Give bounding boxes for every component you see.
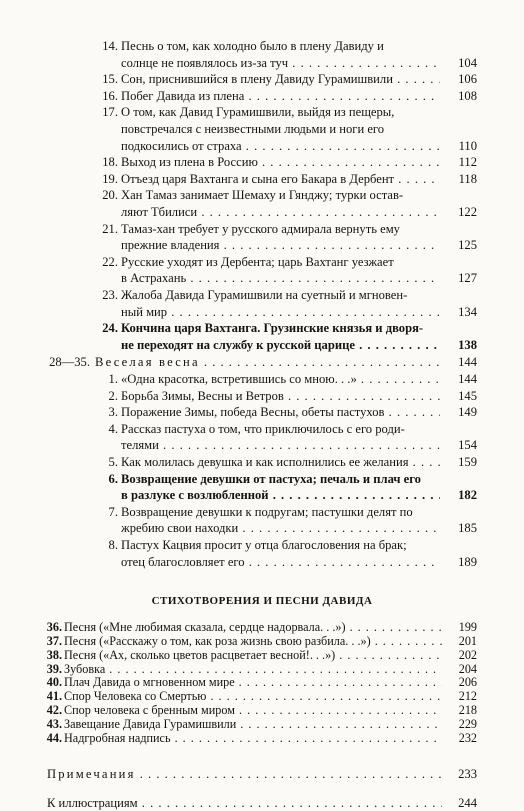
page-number: 154 (458, 438, 477, 453)
list-item (0, 520, 524, 536)
list-item (0, 138, 524, 154)
entry-title: отец благословляет его . . . (121, 554, 440, 570)
poem-row (0, 620, 524, 634)
entry-number: 20. (102, 188, 118, 203)
page-number: 134 (458, 304, 477, 319)
list-item (0, 320, 524, 336)
entry-number: 22. (102, 254, 118, 269)
entry-title: К иллюстрациям . . . (47, 795, 442, 811)
poems-heading: СТИХОТВОРЕНИЯ И ПЕСНИ ДАВИДА (151, 595, 373, 608)
entry-number: 4. (108, 421, 118, 436)
page-number: 125 (458, 238, 477, 253)
page-number: 182 (458, 488, 477, 503)
entry-number: 7. (108, 504, 118, 519)
entry-title: ный мир . . . (121, 304, 440, 320)
entry-number: 23. (102, 288, 118, 302)
page-number: 144 (458, 372, 477, 386)
entry-title: Хан Тамаз занимает Шемаху и Гянджу; турки остав- (121, 188, 404, 203)
list-item (0, 187, 524, 203)
entry-title: в Астрахань . . . (121, 270, 440, 286)
poem-row (0, 703, 524, 717)
page-number: 218 (458, 703, 477, 717)
entry-title: Русские уходят из Дербента; царь Вахтанг уезжает (121, 254, 394, 269)
list-item (0, 171, 524, 187)
entry-number: 21. (102, 221, 118, 236)
entry-number: 42. (46, 703, 62, 717)
list-item (0, 104, 524, 120)
entry-title: Рассказ пастуха о том, что приключилось с его роди- (121, 421, 405, 436)
list-item (0, 371, 524, 387)
page-number: 233 (458, 767, 477, 782)
entry-number: 40. (46, 675, 62, 690)
entry-number: 18. (102, 155, 118, 170)
list-item (0, 437, 524, 453)
page-number: 108 (458, 88, 477, 103)
page-number: 104 (458, 55, 477, 70)
list-item (0, 254, 524, 270)
list-item (0, 337, 524, 353)
page-number: 122 (458, 205, 477, 219)
entry-title: Надгробная надпись . . . (64, 731, 442, 745)
section-title: Веселая весна . . . (95, 354, 440, 370)
list-item (0, 454, 524, 470)
list-item (0, 270, 524, 286)
entry-title: Выход из плена в Россию . . . (121, 154, 440, 170)
section-heading-row (0, 354, 524, 370)
page-number: 138 (458, 337, 477, 352)
list-item (0, 121, 524, 137)
page-number: 145 (458, 388, 477, 403)
entry-title: Спор Человека со Смертью . . . (64, 689, 442, 703)
entry-number: 1. (108, 372, 118, 386)
entry-title: Плач Давида о мгновенном мире . . . (64, 675, 442, 689)
entry-title: Возвращение девушки к подругам; пастушки делят по (121, 504, 413, 519)
page-number: 202 (458, 647, 477, 662)
list-item (0, 388, 524, 404)
poem-row (0, 648, 524, 662)
entry-title: повстречался с неизвестными людьми и ноги его (121, 122, 385, 136)
entry-title: подкосились от страха . . . (121, 138, 440, 154)
entry-title: прежние владения . . . (121, 237, 440, 253)
page-number: 244 (458, 796, 477, 811)
entry-number: 24. (102, 321, 118, 336)
page-number: 149 (458, 405, 477, 420)
illustrations-row (0, 795, 524, 811)
entry-number: 8. (108, 538, 118, 552)
entry-title: Спор человека с бренным миром . . . (64, 703, 442, 717)
page-number: 206 (458, 675, 477, 690)
entry-number: 2. (108, 388, 118, 403)
poem-row (0, 717, 524, 731)
entry-number: 37. (46, 634, 62, 648)
page-number: 229 (458, 716, 477, 731)
poem-row (0, 662, 524, 676)
entry-number: 39. (46, 661, 62, 676)
poem-row (0, 675, 524, 689)
page-number: 112 (458, 155, 477, 170)
page-number: 204 (458, 661, 477, 676)
entry-title: Зубовка . . . (64, 662, 442, 676)
list-item (0, 237, 524, 253)
poem-row (0, 689, 524, 703)
poem-row (0, 731, 524, 745)
list-item (0, 404, 524, 420)
entry-number: 19. (102, 171, 118, 186)
entry-title: Пастух Кацвия просит у отца благословения на брак; (121, 538, 407, 552)
list-item (0, 554, 524, 570)
entry-title: Борьба Зимы, Весны и Ветров . . . (121, 388, 440, 404)
entry-number: 43. (46, 716, 62, 731)
list-item (0, 38, 524, 54)
list-item (0, 471, 524, 487)
page-number: 110 (458, 138, 477, 153)
list-item (0, 287, 524, 303)
list-item (0, 71, 524, 87)
poem-row (0, 634, 524, 648)
entry-title: Поражение Зимы, победа Весны, обеты пастухов . . . (121, 404, 440, 420)
section-number: 28—35. (49, 355, 90, 370)
entry-title: Жалоба Давида Гурамишвили на суетный и мгновен- (121, 288, 408, 302)
entry-number: 6. (108, 471, 118, 486)
list-item (0, 537, 524, 553)
page-number: 127 (458, 271, 477, 286)
entry-title: Тамаз-хан требует у русского адмирала вернуть ему (121, 221, 400, 236)
page-number: 144 (458, 355, 477, 370)
page-number: 106 (458, 72, 477, 87)
list-item (0, 221, 524, 237)
page-number: 159 (458, 455, 477, 469)
page-number: 232 (458, 730, 477, 745)
entry-title: Завещание Давида Гурамишвили . . . (64, 717, 442, 731)
entry-title: Примечания . . . (47, 766, 442, 782)
list-item (0, 88, 524, 104)
entry-number: 44. (46, 730, 62, 745)
entry-title: не переходят на службу к русской царице . . . (121, 337, 440, 353)
entry-title: «Одна красотка, встретившись со мною. . .» . . . (121, 371, 440, 387)
notes-row (0, 766, 524, 782)
entry-number: 17. (102, 105, 118, 120)
list-item (0, 504, 524, 520)
list-item (0, 487, 524, 503)
page-number: 185 (458, 521, 477, 536)
entry-title: ляют Тбилиси . . . (121, 204, 440, 220)
list-item (0, 55, 524, 71)
entry-title: Возвращение девушки от пастуха; печаль и плач его (121, 471, 421, 486)
entry-title: жребию свои находки . . . (121, 520, 440, 536)
entry-title: Кончина царя Вахтанга. Грузинские князья и дворя- (121, 321, 424, 336)
page-number: 189 (458, 554, 477, 569)
entry-title: телями . . . (121, 437, 440, 453)
list-item (0, 154, 524, 170)
entry-title: Песня («Мне любимая сказала, сердце надорвала. . .») . . . (64, 620, 442, 634)
entry-number: 15. (102, 72, 118, 87)
entry-number: 14. (102, 39, 118, 53)
list-item (0, 304, 524, 320)
entry-title: Песня («Расскажу о том, как роза жизнь свою разбила. . .») . . . (64, 634, 442, 648)
page-number: 212 (458, 689, 477, 704)
list-item (0, 421, 524, 437)
list-item (0, 204, 524, 220)
entry-title: Песня («Ах, сколько цветов расцветает весной!. . .») . . . (64, 648, 442, 662)
page-number: 199 (458, 620, 477, 635)
entry-title: солнце не появлялось из-за туч . . . (121, 55, 440, 71)
page-number: 118 (458, 171, 477, 186)
entry-title: Песнь о том, как холодно было в плену Давиду и (121, 39, 384, 53)
entry-title: Побег Давида из плена . . . (121, 88, 440, 104)
entry-number: 16. (102, 88, 118, 103)
entry-number: 38. (46, 647, 62, 662)
entry-number: 3. (108, 405, 118, 420)
entry-title: Отъезд царя Вахтанга и сына его Бакара в Дербент . . . (121, 171, 440, 187)
entry-number: 41. (46, 689, 62, 704)
entry-number: 36. (46, 620, 62, 635)
entry-title: в разлуке с возлюбленной . . . (121, 487, 440, 503)
entry-title: Как молилась девушка и как исполнились ее желания . . . (121, 454, 440, 470)
entry-title: Сон, приснившийся в плену Давиду Гурамишвили . . . (121, 71, 440, 87)
page-number: 201 (458, 634, 477, 648)
entry-title: О том, как Давид Гурамишвили, выйдя из пещеры, (121, 105, 395, 120)
entry-number: 5. (108, 455, 118, 469)
